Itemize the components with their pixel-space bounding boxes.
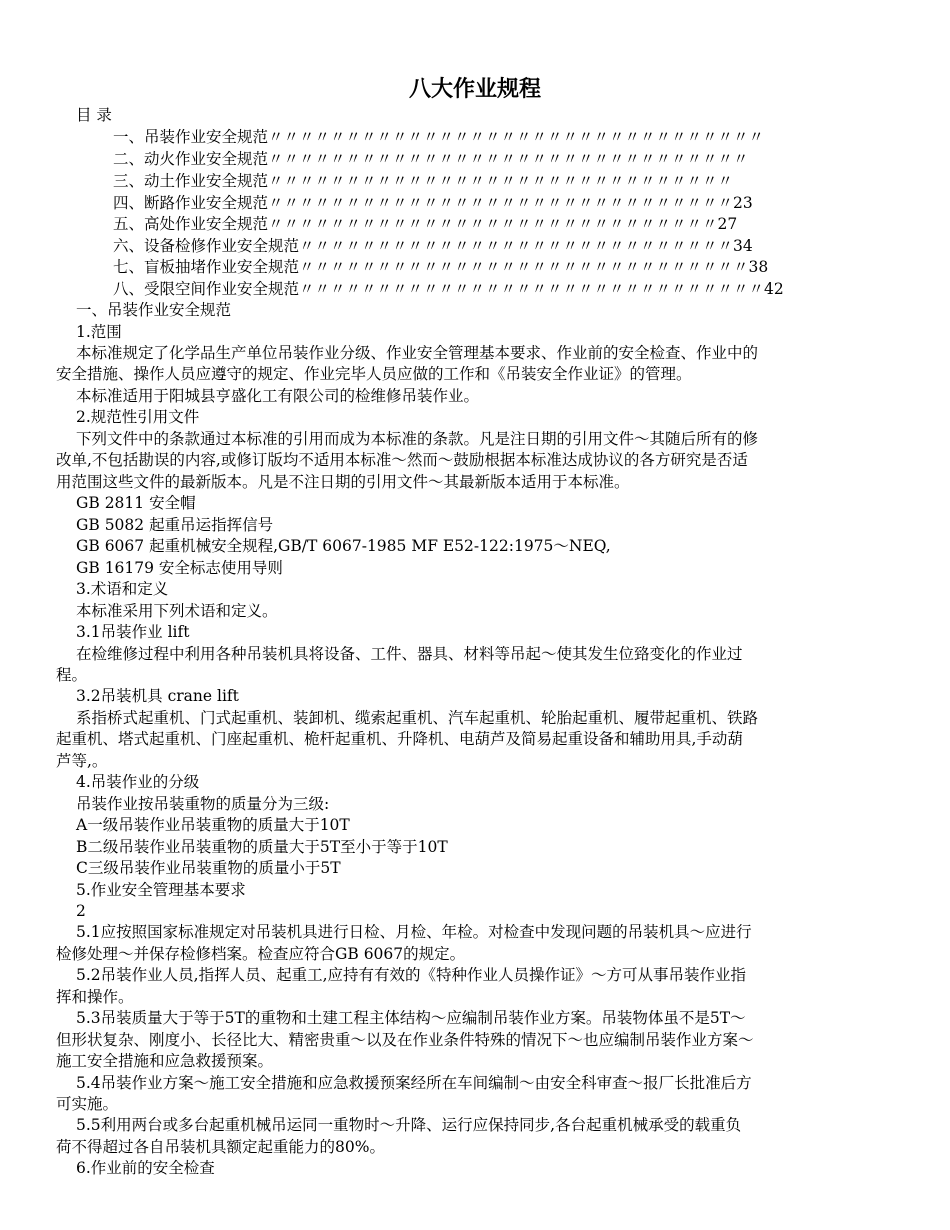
paragraph-line: 5.5利用两台或多台起重机械吊运同一重物时～升降、运行应保持同步,各台起重机械承受的载重负 — [76, 1116, 742, 1134]
paragraph-line: 下列文件中的条款通过本标准的引用而成为本标准的条款。凡是注日期的引用文件～其随后所有的修 — [76, 430, 759, 448]
paragraph-line: 本标准规定了化学品生产单位吊装作业分级、作业安全管理基本要求、作业前的安全检查、作业中的 — [76, 344, 759, 362]
paragraph-line: 荷不得超过各自吊装机具额定起重能力的80%。 — [56, 1138, 385, 1156]
toc-entry[interactable]: 二、动火作业安全规范〃〃〃〃〃〃〃〃〃〃〃〃〃〃〃〃〃〃〃〃〃〃〃〃〃〃〃〃〃〃〃 — [113, 150, 749, 168]
paragraph-line: 吊装作业按吊装重物的质量分为三级: — [76, 795, 330, 813]
paragraph-line: 检修处理～并保存检修档案。检查应符合GB 6067的规定。 — [56, 945, 466, 963]
paragraph-line: 5.1应按照国家标准规定对吊装机具进行日检、月检、年检。对检查中发现问题的吊装机具～应进行 — [76, 923, 752, 941]
paragraph-line: 可实施。 — [56, 1095, 119, 1113]
paragraph-line: 改单,不包括勘误的内容,或修订版均不适用本标准～然而～鼓励根据本标准达成协议的各方研究是否适 — [56, 451, 748, 469]
toc-entry[interactable]: 八、受限空间作业安全规范〃〃〃〃〃〃〃〃〃〃〃〃〃〃〃〃〃〃〃〃〃〃〃〃〃〃〃〃〃〃42 — [113, 280, 784, 298]
term-heading: 3.2吊装机具 crane lift — [76, 687, 239, 705]
toc-entry[interactable]: 七、盲板抽堵作业安全规范〃〃〃〃〃〃〃〃〃〃〃〃〃〃〃〃〃〃〃〃〃〃〃〃〃〃〃〃〃38 — [113, 258, 769, 276]
paragraph-line: 挥和操作。 — [56, 988, 134, 1006]
term-heading: 3.1吊装作业 lift — [76, 623, 190, 641]
paragraph-line: 但形状复杂、刚度小、长径比大、精密贵重～以及在作业条件特殊的情况下～也应编制吊装作业方案～ — [56, 1031, 754, 1049]
list-item: A一级吊装作业吊装重物的质量大于10T — [76, 816, 350, 834]
toc-entry[interactable]: 三、动土作业安全规范〃〃〃〃〃〃〃〃〃〃〃〃〃〃〃〃〃〃〃〃〃〃〃〃〃〃〃〃〃〃 — [113, 172, 734, 190]
paragraph-line: 系指桥式起重机、门式起重机、装卸机、缆索起重机、汽车起重机、轮胎起重机、履带起重机、铁路 — [76, 709, 759, 727]
toc-entry[interactable]: 五、高处作业安全规范〃〃〃〃〃〃〃〃〃〃〃〃〃〃〃〃〃〃〃〃〃〃〃〃〃〃〃〃〃27 — [113, 215, 738, 233]
paragraph-line: 用范围这些文件的最新版本。凡是不注日期的引用文件～其最新版本适用于本标准。 — [56, 473, 630, 491]
paragraph-line: 施工安全措施和应急救援预案。 — [56, 1052, 274, 1070]
subsection-heading: 5.作业安全管理基本要求 — [76, 881, 246, 899]
reference-item: GB 5082 起重吊运指挥信号 — [76, 516, 274, 534]
list-item: C三级吊装作业吊装重物的质量小于5T — [76, 859, 341, 877]
subsection-heading: 2.规范性引用文件 — [76, 408, 200, 426]
paragraph-line: 起重机、塔式起重机、门座起重机、桅杆起重机、升降机、电葫芦及简易起重设备和辅助用具,手动葫 — [56, 730, 743, 748]
toc-entry[interactable]: 六、设备检修作业安全规范〃〃〃〃〃〃〃〃〃〃〃〃〃〃〃〃〃〃〃〃〃〃〃〃〃〃〃〃34 — [113, 237, 753, 255]
page-number: 2 — [76, 902, 86, 920]
paragraph-line: 5.2吊装作业人员,指挥人员、起重工,应持有有效的《特种作业人员操作证》～方可从事吊装作业指 — [76, 966, 747, 984]
subsection-heading: 4.吊装作业的分级 — [76, 773, 200, 791]
paragraph-line: 在检维修过程中利用各种吊装机具将设备、工件、器具、材料等吊起～使其发生位臵变化的作业过 — [76, 645, 743, 663]
toc-entry[interactable]: 一、吊装作业安全规范〃〃〃〃〃〃〃〃〃〃〃〃〃〃〃〃〃〃〃〃〃〃〃〃〃〃〃〃〃〃〃〃 — [113, 128, 765, 146]
reference-item: GB 16179 安全标志使用导则 — [76, 559, 283, 577]
paragraph-line: 芦等,。 — [56, 752, 108, 770]
paragraph-line: 安全措施、操作人员应遵守的规定、作业完毕人员应做的工作和《吊装安全作业证》的管理。 — [56, 365, 692, 383]
list-item: B二级吊装作业吊装重物的质量大于5T至小于等于10T — [76, 838, 448, 856]
subsection-heading: 1.范围 — [76, 323, 122, 341]
subsection-heading: 3.术语和定义 — [76, 580, 169, 598]
paragraph-line: 5.4吊装作业方案～施工安全措施和应急救援预案经所在车间编制～由安全科审查～报厂长批准后方 — [76, 1074, 752, 1092]
paragraph-line: 本标准采用下列术语和定义。 — [76, 602, 278, 620]
toc-heading: 目 录 — [76, 106, 112, 124]
paragraph-line: 5.3吊装质量大于等于5T的重物和土建工程主体结构～应编制吊装作业方案。吊装物体虽不是5T～ — [76, 1009, 746, 1027]
page-title: 八大作业规程 — [408, 77, 541, 102]
paragraph-line: 本标准适用于阳城县亨盛化工有限公司的检维修吊装作业。 — [76, 387, 480, 405]
paragraph-line: 程。 — [56, 666, 88, 684]
reference-item: GB 6067 起重机械安全规程,GB/T 6067-1985 MF E52-122:1975～NEQ, — [76, 537, 611, 555]
toc-entry[interactable]: 四、断路作业安全规范〃〃〃〃〃〃〃〃〃〃〃〃〃〃〃〃〃〃〃〃〃〃〃〃〃〃〃〃〃〃23 — [113, 194, 753, 212]
section-heading: 一、吊装作业安全规范 — [76, 301, 232, 319]
reference-item: GB 2811 安全帽 — [76, 494, 196, 512]
subsection-heading: 6.作业前的安全检查 — [76, 1159, 215, 1177]
